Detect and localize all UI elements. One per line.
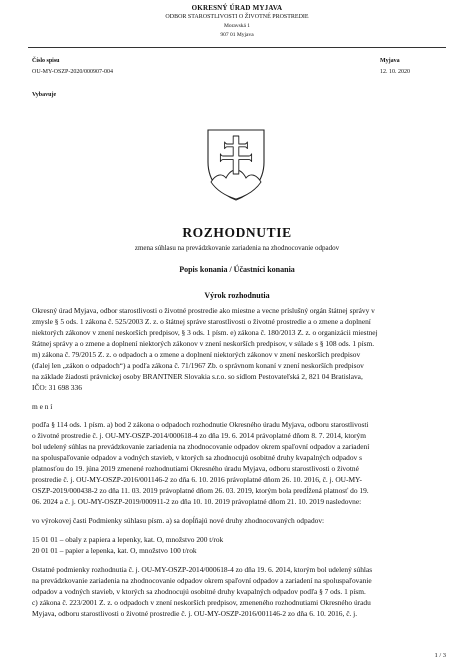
body-line: platnosťou do 19. júna 2019 zmenené rozhodnutiami Okresného úradu Myjava, odboru starostlivosti o životné [32,464,359,473]
verdict-line: na základe žiadosti právnickej osoby BRANTNER Slovakia s.r.o. so sídlom Pestovateľská 2, 821 04 Bratislava, [32,372,363,381]
date: 12. 10. 2020 [380,69,410,75]
closing-paragraph [32,564,444,619]
document-subtitle: zmena súhlasu na prevádzkovanie zariadenia na zhodnocovanie odpadov [134,244,340,252]
body-line: na spoluspaľovanie odpadov a vodných stavieb, v ktorých sa zhodnocujú osobitné druhy kvapalných odpadov s [32,453,362,462]
department-name: ODBOR STAROSTLIVOSTI O ŽIVOTNÉ PROSTREDIE [165,14,309,20]
place-date-block [380,57,410,77]
header-divider [28,47,446,48]
verdict-line: štátnej správy a o zmene a doplnení niektorých zákonov v znení neskorších predpisov, v súlade s § 108 ods. 1 písm. [32,339,375,348]
body-line: o životné prostredie č. j. OU-MY-OSZP-2014/000618-4 zo dňa 19. 6. 2014 právoplatné dňom 8. 7. 2014, ktorým [32,431,366,440]
waste-item: 15 01 01 – obaly z papiera a lepenky, kat. O, množstvo 200 t/rok [32,535,224,544]
verdict-line: niektorých zákonov v znení neskorších predpisov, § 3 ods. 1 písm. e) zákona č. 180/2013 Z. z. o organizácii miestnej [32,328,378,337]
verdict-title: Výrok rozhodnutia [204,291,270,300]
place: Myjava [380,58,400,64]
section-title: Popis konania / Účastníci konania [179,265,295,274]
body-line: 06. 2024 a č. j. OU-MY-OSZP-2019/000911-2 zo dňa 10. 10. 2019 právoplatné dňom 21. 10. 2019 nasledovne: [32,497,362,506]
handler-label: Vybavuje [32,92,57,98]
slovak-coat-of-arms-icon [205,128,267,202]
body-line: podľa § 114 ods. 1 písm. a) bod 2 zákona o odpadoch rozhodnutie Okresného úradu Myjava, odboru starostlivosti [32,420,369,429]
document-title: ROZHODNUTIE [182,225,292,240]
handler-block [32,91,56,100]
verdict-paragraph [32,305,444,393]
addition-line: vo výrokovej časti Podmienky súhlasu písm. a) sa dopĺňajú nové druhy zhodnocovaných odpadov: [32,516,325,525]
verdict-line: zmysle § 5 ods. 1 zákona č. 525/2003 Z. z. o štátnej správe starostlivosti o životné prostredie a o zmene a doplnení [32,317,371,326]
office-city: 907 01 Myjava [220,32,254,38]
closing-line: Myjava, odboru starostlivosti o životné prostredie č. j. OU-MY-OSZP-2016/001146-2 zo dňa 6. 10. 2016, č. j. [32,609,358,618]
meni-keyword: m e n í [32,402,53,411]
verdict-line: m) zákona č. 79/2015 Z. z. o odpadoch a o zmene a doplnení niektorých zákonov v znení neskorších predpisov [32,350,361,359]
closing-line: Ostatné podmienky rozhodnutia č. j. OU-MY-OSZP-2014/000618-4 zo dňa 19. 6. 2014, ktorým bol udelený súhlas [32,565,373,574]
verdict-line: Okresný úrad Myjava, odbor starostlivosti o životné prostredie ako miestne a vecne príslušný orgán štátnej správy v [32,306,375,315]
closing-line: odpadov a vodných stavieb, v ktorých sa zhodnocujú osobitné druhy kvapalných odpadov podľa § 7 ods. 1 písm. [32,587,366,596]
file-number-label: Číslo spisu [32,58,60,64]
file-number: OU-MY-OSZP-2020/000907-004 [32,69,113,75]
waste-item: 20 01 01 – papier a lepenka, kat. O, množstvo 100 t/rok [32,546,197,555]
body-line: prostredie č. j. OU-MY-OSZP-2016/001146-2 zo dňa 6. 10. 2016 právoplatné dňom 26. 10. 2016, č. j. OU-MY- [32,475,362,484]
body-line: OSZP-2019/000438-2 zo dňa 11. 03. 2019 právoplatné dňom 26. 03. 2019, ktorým bola predĺžená platnosť do 19. [32,486,369,495]
closing-line: na prevádzkovanie zariadenia na zhodnocovanie odpadov okrem spaľovní odpadov a zariadení na spoluspaľovanie [32,576,372,585]
file-number-block [32,57,113,77]
office-street: Moravská 1 [223,23,251,29]
verdict-line: (ďalej len „zákon o odpadoch“) a podľa zákona č. 71/1967 Zb. o správnom konaní v znení neskorších predpisov [32,361,364,370]
office-name: OKRESNÝ ÚRAD MYJAVA [191,4,283,12]
page-number: 1 / 3 [434,652,446,659]
office-header [0,4,474,40]
closing-line: c) zákona č. 223/2001 Z. z. o odpadoch v znení neskorších predpisov, zmeneného rozhodnutiami Okresného úradu [32,598,371,607]
body-line: bol udelený súhlas na prevádzkovanie zariadenia na zhodnocovanie odpadov okrem spaľovní odpadov a zariadení [32,442,370,451]
body-paragraph [32,419,444,507]
verdict-line: IČO: 31 698 336 [32,383,82,392]
